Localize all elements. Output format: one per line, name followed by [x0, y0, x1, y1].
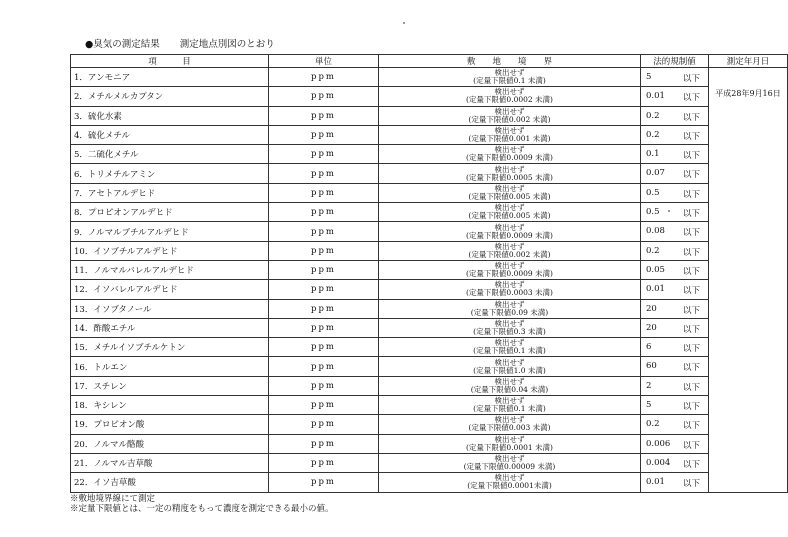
regulatory-limit	[641, 125, 709, 144]
table-row	[71, 299, 788, 318]
table-row	[71, 357, 788, 376]
border-result	[379, 164, 641, 183]
odor-results-table	[70, 54, 788, 493]
table-row	[71, 415, 788, 434]
heading-title: ●臭気の測定結果	[85, 39, 160, 50]
limit-condition: 以下	[683, 286, 701, 297]
table-row	[71, 68, 788, 87]
item-name: 22．イソ吉草酸	[71, 473, 269, 492]
detection-status: 検出せず	[494, 434, 525, 444]
header-item: 項 目	[71, 55, 269, 68]
limit-value: 0.5	[646, 207, 660, 218]
table-row	[71, 241, 788, 260]
measurement-date: 平成28年9月16日	[709, 68, 788, 493]
table-row	[71, 183, 788, 202]
item-name: 8．プロピオンアルデヒド	[71, 203, 269, 222]
regulatory-limit	[641, 260, 709, 279]
unit: ppm	[269, 125, 379, 144]
regulatory-limit	[641, 203, 709, 222]
regulatory-limit	[641, 299, 709, 318]
table-row	[71, 434, 788, 453]
unit: ppm	[269, 87, 379, 106]
table-row	[71, 473, 788, 492]
regulatory-limit	[641, 145, 709, 164]
border-result	[379, 260, 641, 279]
limit-value: 0.08	[646, 226, 665, 237]
border-result	[379, 376, 641, 395]
regulatory-limit	[641, 318, 709, 337]
quantification-limit: (定量下限値0.0003 未満)	[466, 288, 553, 298]
detection-status: 検出せず	[494, 241, 525, 251]
regulatory-limit	[641, 280, 709, 299]
limit-condition: 以下	[683, 189, 701, 200]
limit-value: 0.5	[646, 187, 660, 198]
item-name: 12．イソバレルアルデヒド	[71, 280, 269, 299]
unit: ppm	[269, 473, 379, 492]
regulatory-limit	[641, 376, 709, 395]
limit-condition: 以下	[683, 344, 701, 355]
limit-value: 20	[646, 303, 657, 314]
detection-status: 検出せず	[494, 396, 525, 406]
header-border: 敷 地 境 界	[379, 55, 641, 68]
limit-value: 0.2	[646, 419, 660, 430]
item-name: 6．トリメチルアミン	[71, 164, 269, 183]
quantification-limit: (定量下限値0.002 未満)	[468, 114, 551, 124]
quantification-limit: (定量下限値0.0009 未満)	[466, 153, 553, 163]
quantification-limit: (定量下限値0.1 未満)	[473, 346, 546, 356]
unit: ppm	[269, 222, 379, 241]
detection-status: 検出せず	[494, 454, 525, 464]
item-name: 15．メチルイソブチルケトン	[71, 338, 269, 357]
border-result	[379, 396, 641, 415]
regulatory-limit	[641, 396, 709, 415]
limit-condition: 以下	[683, 93, 701, 104]
unit: ppm	[269, 280, 379, 299]
limit-value: 5	[646, 400, 652, 411]
regulatory-limit	[641, 453, 709, 472]
footnotes	[70, 494, 334, 514]
item-name: 18．キシレン	[71, 396, 269, 415]
item-name: 2．メチルメルカプタン	[71, 87, 269, 106]
item-name: 3．硫化水素	[71, 106, 269, 125]
table-row	[71, 87, 788, 106]
detection-status: 検出せず	[494, 319, 525, 328]
limit-value: 6	[646, 342, 652, 353]
item-name: 10．イソブチルアルデヒド	[71, 241, 269, 260]
item-name: 17．スチレン	[71, 376, 269, 395]
detection-status: 検出せず	[494, 376, 525, 386]
unit: ppm	[269, 357, 379, 376]
detection-status: 検出せず	[494, 222, 525, 232]
quantification-limit: (定量下限値0.00009 未満)	[463, 462, 556, 472]
item-name: 14．酢酸エチル	[71, 318, 269, 337]
limit-value: 0.01	[646, 477, 665, 488]
limit-condition: 以下	[683, 247, 701, 258]
limit-value: 60	[646, 361, 657, 372]
table-row	[71, 318, 788, 337]
quantification-limit: (定量下限値0.005 未満)	[468, 211, 551, 221]
header-limit: 法的規制値	[641, 55, 709, 68]
unit: ppm	[269, 183, 379, 202]
border-result	[379, 318, 641, 337]
border-result	[379, 473, 641, 492]
limit-condition: 以下	[683, 440, 701, 451]
quantification-limit: (定量下限値0.001 未満)	[468, 134, 551, 144]
page-heading	[85, 36, 275, 50]
limit-condition: 以下	[683, 131, 701, 142]
border-result	[379, 145, 641, 164]
table-header-row	[71, 55, 788, 68]
unit: ppm	[269, 299, 379, 318]
table-row	[71, 338, 788, 357]
quantification-limit: (定量下限値0.09 未満)	[470, 307, 549, 317]
item-name: 21．ノルマル吉草酸	[71, 453, 269, 472]
table-row	[71, 280, 788, 299]
limit-value: 0.2	[646, 129, 660, 140]
quantification-limit: (定量下限値0.1 未満)	[473, 76, 546, 86]
limit-condition: 以下	[683, 266, 701, 277]
item-name: 13．イソブタノール	[71, 299, 269, 318]
unit: ppm	[269, 260, 379, 279]
item-name: 16．トルエン	[71, 357, 269, 376]
detection-status: 検出せず	[494, 415, 525, 425]
quantification-limit: (定量下限値0.005 未満)	[468, 191, 551, 201]
limit-condition: 以下	[683, 151, 701, 162]
limit-condition: 以下	[683, 305, 701, 316]
scan-speck	[403, 22, 405, 24]
unit: ppm	[269, 415, 379, 434]
detection-status: 検出せず	[494, 338, 525, 348]
limit-value: 0.006	[646, 438, 671, 449]
limit-condition: 以下	[683, 459, 701, 470]
quantification-limit: (定量下限値0.002 未満)	[468, 249, 551, 259]
unit: ppm	[269, 338, 379, 357]
limit-condition: 以下	[683, 170, 701, 181]
unit: ppm	[269, 203, 379, 222]
header-unit: 単位	[269, 55, 379, 68]
quantification-limit: (定量下限値0.0005 未満)	[466, 172, 553, 182]
limit-condition: 以下	[683, 112, 701, 123]
border-result	[379, 434, 641, 453]
regulatory-limit	[641, 434, 709, 453]
border-result	[379, 183, 641, 202]
item-name: 20．ノルマル酪酸	[71, 434, 269, 453]
detection-status: 検出せず	[494, 261, 525, 271]
item-name: 11．ノルマルバレルアルデヒド	[71, 260, 269, 279]
detection-status: 検出せず	[494, 106, 525, 116]
border-result	[379, 68, 641, 87]
limit-condition: 以下	[683, 363, 701, 374]
limit-condition: 以下	[683, 324, 701, 335]
item-name: 7．アセトアルデヒド	[71, 183, 269, 202]
limit-value: 0.07	[646, 168, 665, 179]
heading-subtitle: 測定地点別図のとおり	[179, 39, 275, 50]
detection-status: 検出せず	[494, 87, 525, 97]
detection-status: 検出せず	[494, 299, 525, 309]
regulatory-limit	[641, 357, 709, 376]
table-row	[71, 222, 788, 241]
table-row	[71, 376, 788, 395]
quantification-limit: (定量下限値0.0001未満)	[467, 481, 552, 491]
limit-condition: 以下	[683, 209, 701, 220]
detection-status: 検出せず	[494, 164, 525, 174]
item-name: 9．ノルマルブチルアルデヒド	[71, 222, 269, 241]
limit-condition: 以下	[683, 382, 701, 393]
limit-condition: 以下	[683, 479, 701, 490]
detection-status: 検出せず	[494, 183, 525, 193]
border-result	[379, 357, 641, 376]
unit: ppm	[269, 241, 379, 260]
unit: ppm	[269, 396, 379, 415]
item-name: 4．硫化メチル	[71, 125, 269, 144]
limit-value: 0.004	[646, 457, 671, 468]
footnote-1: ※敷地境界線にて測定	[70, 494, 156, 504]
regulatory-limit	[641, 338, 709, 357]
unit: ppm	[269, 164, 379, 183]
limit-condition: 以下	[683, 228, 701, 239]
border-result	[379, 125, 641, 144]
table-row	[71, 125, 788, 144]
border-result	[379, 203, 641, 222]
border-result	[379, 415, 641, 434]
item-name: 5．二硫化メチル	[71, 145, 269, 164]
quantification-limit: (定量下限値0.3 未満)	[473, 327, 546, 336]
item-name: 1．アンモニア	[71, 68, 269, 87]
limit-condition: 以下	[683, 421, 701, 432]
border-result	[379, 87, 641, 106]
regulatory-limit	[641, 415, 709, 434]
unit: ppm	[269, 106, 379, 125]
limit-condition: 以下	[683, 74, 701, 84]
regulatory-limit	[641, 68, 709, 87]
table-row	[71, 106, 788, 125]
limit-value: 0.2	[646, 245, 660, 256]
regulatory-limit	[641, 183, 709, 202]
border-result	[379, 241, 641, 260]
limit-condition: 以下	[683, 402, 701, 413]
border-result	[379, 106, 641, 125]
quantification-limit: (定量下限値0.0001 未満)	[466, 442, 553, 452]
header-date: 測定年月日	[709, 55, 788, 68]
quantification-limit: (定量下限値0.0009 未満)	[466, 269, 553, 279]
limit-value: 0.1	[646, 149, 660, 160]
regulatory-limit	[641, 87, 709, 106]
detection-status: 検出せず	[494, 280, 525, 290]
regulatory-limit	[641, 222, 709, 241]
quantification-limit: (定量下限値0.0009 未満)	[466, 230, 553, 240]
unit: ppm	[269, 434, 379, 453]
detection-status: 検出せず	[494, 203, 525, 213]
regulatory-limit	[641, 106, 709, 125]
detection-status: 検出せず	[494, 473, 525, 483]
unit: ppm	[269, 68, 379, 87]
limit-value: 2	[646, 380, 652, 391]
regulatory-limit	[641, 241, 709, 260]
regulatory-limit	[641, 164, 709, 183]
quantification-limit: (定量下限値0.003 未満)	[468, 423, 551, 433]
limit-value: 0.05	[646, 264, 665, 275]
unit: ppm	[269, 318, 379, 337]
quantification-limit: (定量下限値0.1 未満)	[473, 404, 546, 414]
unit: ppm	[269, 145, 379, 164]
footnote-2: ※定量下限値とは、一定の精度をもって濃度を測定できる最小の値。	[70, 504, 334, 514]
table-row	[71, 396, 788, 415]
detection-status: 検出せず	[494, 145, 525, 155]
table-row	[71, 453, 788, 472]
border-result	[379, 453, 641, 472]
detection-status: 検出せず	[494, 126, 525, 136]
border-result	[379, 280, 641, 299]
table-row	[71, 260, 788, 279]
border-result	[379, 222, 641, 241]
unit: ppm	[269, 376, 379, 395]
limit-value: 0.01	[646, 91, 665, 102]
quantification-limit: (定量下限値0.0002 未満)	[466, 95, 553, 105]
limit-value: 0.01	[646, 284, 665, 295]
limit-value: 20	[646, 322, 657, 333]
table-row	[71, 164, 788, 183]
quantification-limit: (定量下限値1.0 未満)	[473, 365, 546, 375]
unit: ppm	[269, 453, 379, 472]
detection-status: 検出せず	[494, 357, 525, 367]
limit-value: 5	[646, 72, 652, 82]
detection-status: 検出せず	[494, 68, 525, 78]
table-row	[71, 145, 788, 164]
regulatory-limit	[641, 473, 709, 492]
quantification-limit: (定量下限値0.04 未満)	[470, 384, 549, 394]
table-row	[71, 203, 788, 222]
item-name: 19．プロピオン酸	[71, 415, 269, 434]
limit-value: 0.2	[646, 110, 660, 121]
border-result	[379, 338, 641, 357]
border-result	[379, 299, 641, 318]
